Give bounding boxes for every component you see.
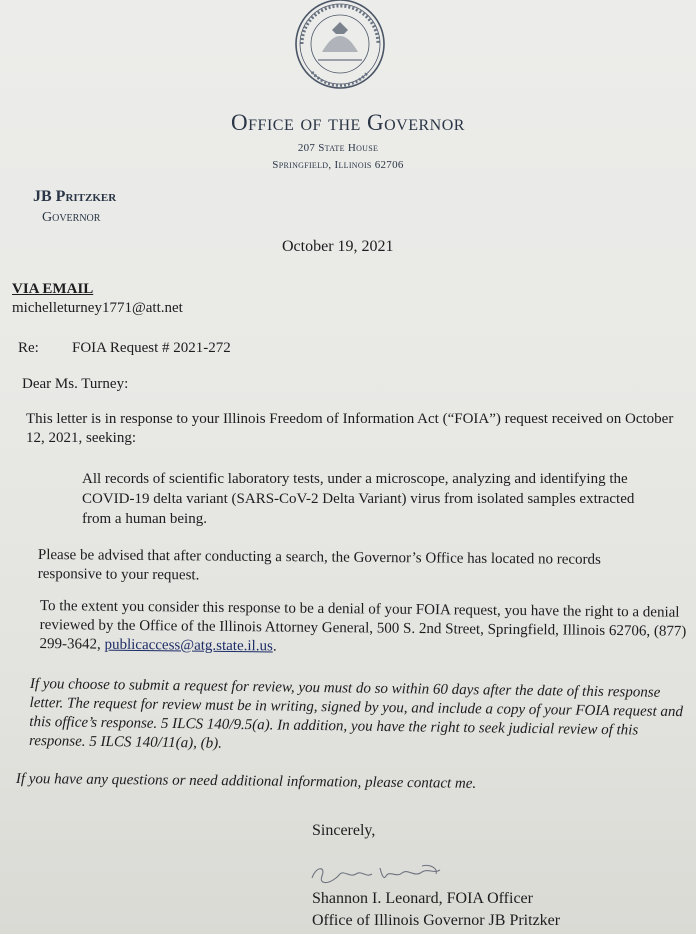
paragraph-review-deadline: If you choose to submit a request for review, you must do so within 60 days after the date of this response letter. The request for review must be in writing, signed by you, and include a copy of your FOIA request and this office’s response. 5 ILCS 140/9.5(a). In addition, you have the right to seek judicial review of this response. 5 ILCS 140/11(a), (b). — [28, 675, 684, 752]
quoted-request: All records of scientific laboratory tests, under a microscope, analyzing and identifying the COVID-19 delta variant (SARS-CoV-2 Delta Variant) virus from isolated samples extracted from a human being. — [82, 471, 635, 527]
paragraph-denial-review — [39, 597, 696, 661]
signer-office: Office of Illinois Governor JB Pritzker — [312, 912, 561, 929]
subject-label: Re: — [18, 340, 39, 356]
recipient-email: michelleturney1771@att.net — [12, 300, 183, 316]
letter-date: October 19, 2021 — [282, 238, 394, 255]
governor-title: Governor — [42, 210, 101, 225]
governor-name: JB Pritzker — [33, 188, 117, 205]
illinois-state-seal — [288, 0, 392, 96]
denial-review-end: . — [272, 638, 277, 655]
signer-name: Shannon I. Leonard, FOIA Officer — [312, 890, 533, 907]
handwritten-signature — [306, 860, 446, 888]
paragraph-request-received: This letter is in response to your Illinois Freedom of Information Act (“FOIA”) request received on October 12, 2021, seeking: — [26, 411, 674, 446]
salutation: Dear Ms. Turney: — [22, 376, 129, 392]
delivery-method: VIA EMAIL — [12, 281, 94, 297]
address-line-2: Springfield, Illinois 62706 — [272, 159, 404, 171]
subject-value: FOIA Request # 2021-272 — [72, 340, 231, 356]
address-line-1: 207 State House — [297, 142, 379, 154]
attorney-general-email-link[interactable]: publicaccess@atg.state.il.us — [104, 636, 273, 655]
paragraph-no-records: Please be advised that after conducting a search, the Governor’s Office has located no records responsive to your request. — [37, 546, 601, 584]
paragraph-contact: If you have any questions or need additional information, please contact me. — [15, 770, 477, 792]
closing: Sincerely, — [312, 822, 376, 839]
denial-review-text: To the extent you consider this response to be a denial of your FOIA request, you have the right to a denial reviewed by the Office of the Illinois Attorney General, 500 S. 2nd Street, Springfield, Illinois 62706, (877) 299-3642, — [39, 597, 687, 653]
office-title: Office of the Governor — [231, 110, 465, 135]
